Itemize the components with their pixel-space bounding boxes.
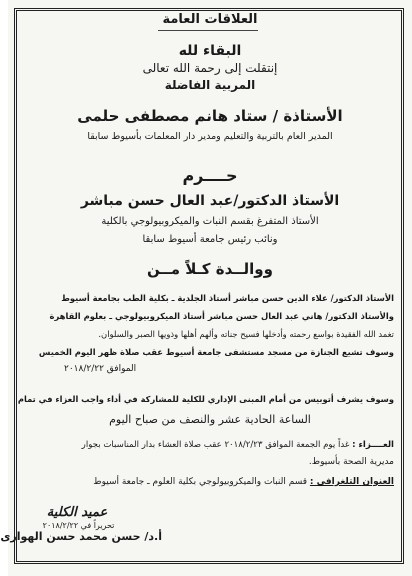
prayer-line: تغمد الله الفقيدة بواسع رحمته وأدخلها فسيح جناته وألهم أهلها وذويها الصبر والسلوان. <box>98 329 394 339</box>
azaa-text: غداً يوم الجمعة الموافق ٢٠١٨/٢/٢٣ عقب صلاة العشاء بدار المناسبات بجوار <box>81 440 350 450</box>
dean-name: أ.د/ حسن محمد حسن الهوارى <box>0 530 162 543</box>
title-baqaa: البقاء لله <box>178 43 242 59</box>
azaa-line <box>20 440 394 450</box>
telegraph-label: العنوان التلغرافي : <box>309 477 394 487</box>
azaa-label: العــــزاء : <box>352 440 394 450</box>
funeral-line-1: وسوف تشيع الجنازة من مسجد مستشفى جامعة أسيوط عقب صلاة ظهر اليوم الخميس <box>38 347 394 357</box>
husband-role-2: ونائب رئيس جامعة أسيوط سابقا <box>142 234 278 245</box>
funeral-date: الموافق ٢٠١٨/٢/٢٢ <box>64 364 137 374</box>
azaa-line-2: مديرية الصحة بأسيوط. <box>308 457 394 467</box>
haram-label: حــــرم <box>182 166 238 185</box>
telegraph-line <box>20 477 394 487</box>
murabbiya-line: المربية الفاضلة <box>164 78 256 92</box>
husband-name: الأستاذ الدكتور/عبد العال حسن مباشر <box>80 193 340 209</box>
date-written: تحريراً في ٢٠١٨/٢/٢٢ <box>42 521 115 530</box>
walida-label: ووالــدة كـلاً مــن <box>147 260 273 278</box>
husband-role-1: الأستاذ المتفرغ بقسم النبات والميكروبيولوجي بالكلية <box>101 216 319 227</box>
header-underline <box>158 30 258 31</box>
children-line-2: والأستاذ الدكتور/ هاني عبد العال حسن مباشر أستاذ الميكروبيولوجي ـ بعلوم القاهرة <box>49 311 394 321</box>
dean-title: عميد الكلية <box>46 505 108 520</box>
deceased-role: المدير العام بالتربية والتعليم ومدير دار المعلمات بأسيوط سابقا <box>87 131 333 142</box>
telegraph-text: قسم النبات والميكروبيولوجي بكلية العلوم ـ جامعة أسيوط <box>93 477 308 487</box>
invite-line-1: وسوف يشرف أتوبيس من أمام المبنى الإداري للكلية للمشاركة في أداء واجب العزاء في تمام <box>17 394 394 404</box>
invite-line-2: الساعة الحادية عشر والنصف من صباح اليوم <box>109 413 311 426</box>
children-line-1: الأستاذ الدكتور/ علاء الدين حسن مباشر أستاذ الجلدية ـ بكلية الطب بجامعة أسيوط <box>61 293 394 303</box>
intiqal-line: إنتقلت إلى رحمة الله تعالى <box>142 61 278 75</box>
deceased-name: الأستاذة / ستاد هانم مصطفى حلمى <box>77 107 343 125</box>
header-title: العلاقات العامة <box>162 12 258 27</box>
